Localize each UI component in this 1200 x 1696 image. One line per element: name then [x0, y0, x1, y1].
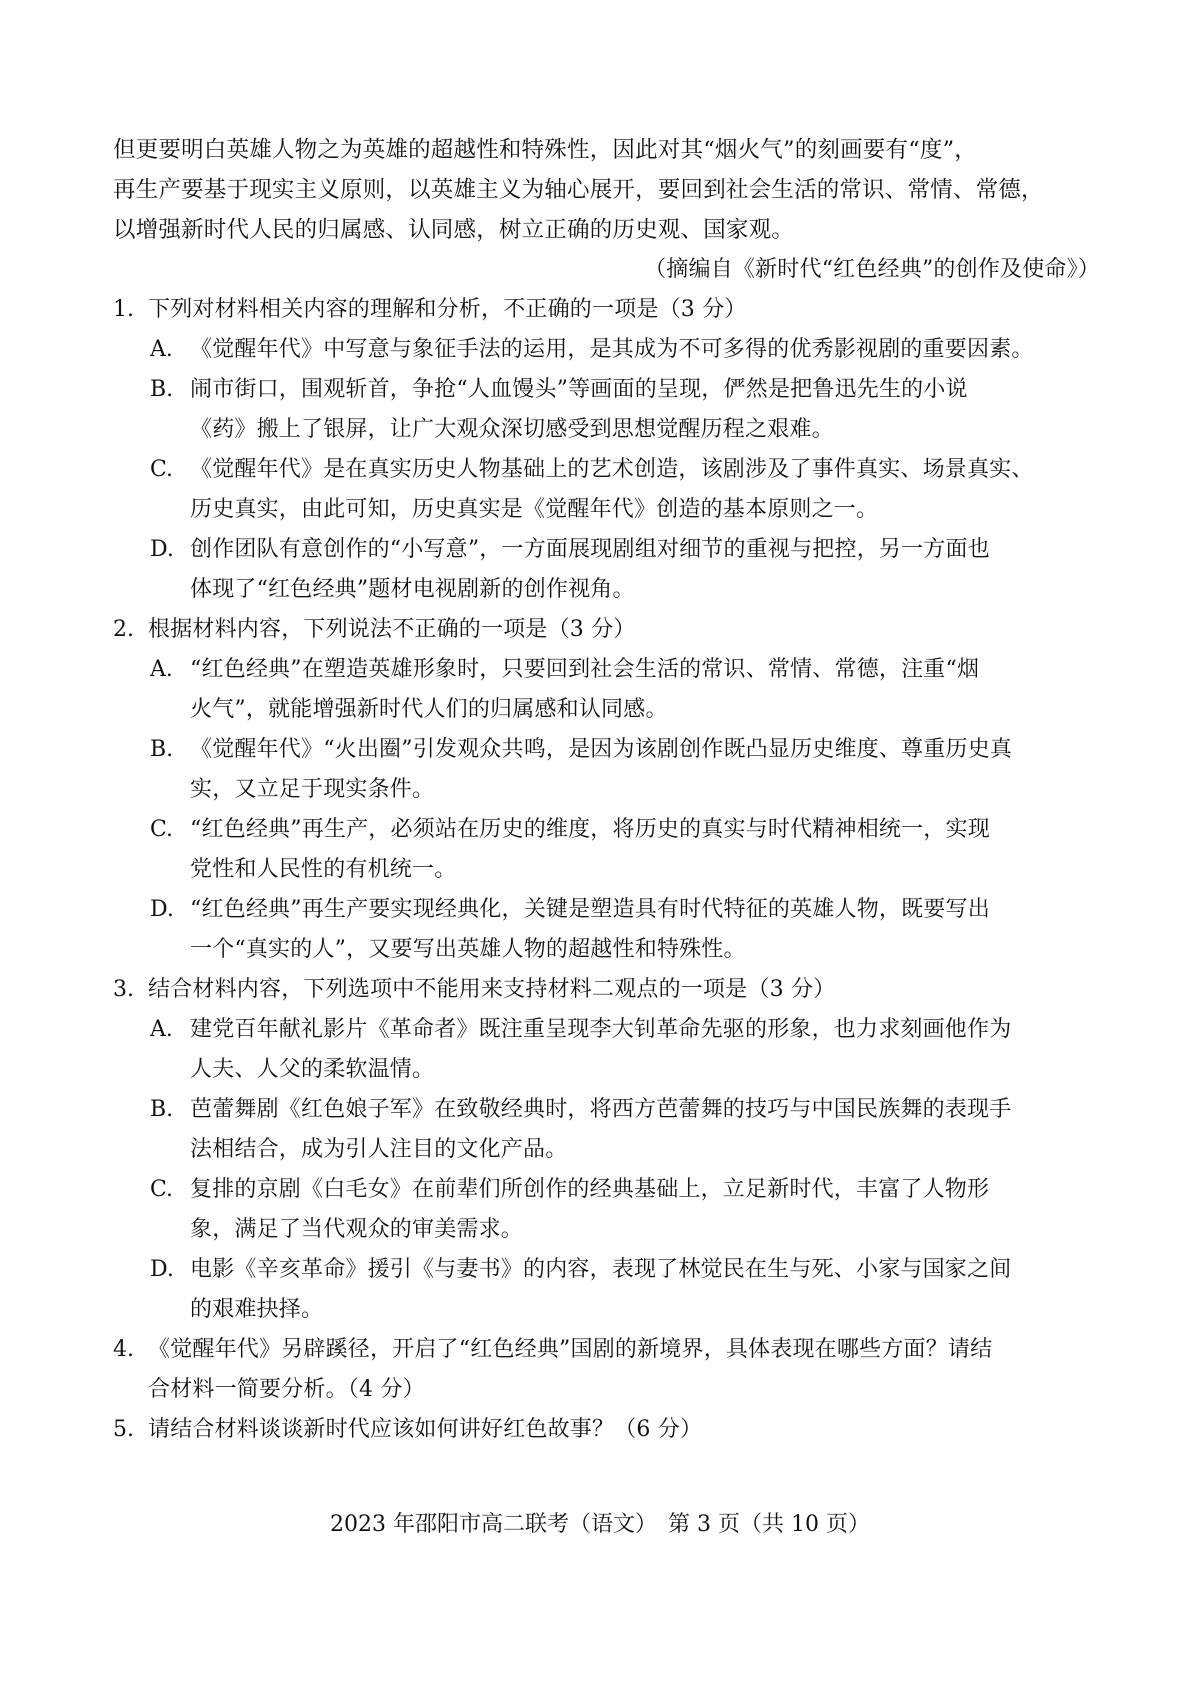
option-text: 实，又立足于现实条件。 — [190, 777, 435, 802]
passage-line: 但更要明白英雄人物之为英雄的超越性和特殊性，因此对其“烟火气”的刻画要有“度”， — [113, 137, 978, 163]
option-text: 一个“真实的人”，又要写出英雄人物的超越性和特殊性。 — [190, 937, 746, 962]
option-letter: C. — [150, 457, 174, 482]
option-text: 创作团队有意创作的“小写意”，一方面展现剧组对细节的重视与把控，另一方面也 — [190, 537, 990, 562]
option-letter: C. — [150, 817, 174, 842]
option-text: 《药》搬上了银屏，让广大观众深切感受到思想觉醒历程之艰难。 — [190, 417, 834, 442]
option-text: 的艰难抉择。 — [190, 1297, 324, 1322]
option-text: “红色经典”再生产要实现经典化，关键是塑造具有时代特征的英雄人物，既要写出 — [190, 897, 990, 922]
option-text: 复排的京剧《白毛女》在前辈们所创作的经典基础上，立足新时代，丰富了人物形 — [190, 1177, 990, 1202]
page-footer: 2023 年邵阳市高二联考（语文） 第 3 页（共 10 页） — [330, 1512, 870, 1537]
option-letter: A. — [150, 1017, 173, 1042]
option-letter: D. — [150, 1257, 174, 1282]
question-stem: 合材料一简要分析。（4 分） — [148, 1377, 425, 1402]
option-text: 芭蕾舞剧《红色娘子军》在致敬经典时，将西方芭蕾舞的技巧与中国民族舞的表现手 — [190, 1097, 1012, 1122]
question-number: 4. — [113, 1337, 134, 1362]
option-letter: C. — [150, 1177, 174, 1202]
option-letter: B. — [150, 1097, 174, 1122]
option-text: 闹市街口，围观斩首，争抢“人血馒头”等画面的呈现，俨然是把鲁迅先生的小说 — [190, 377, 968, 402]
question-stem: 根据材料内容，下列说法不正确的一项是（3 分） — [148, 617, 636, 642]
question-stem: 下列对材料相关内容的理解和分析，不正确的一项是（3 分） — [148, 297, 747, 322]
question-stem: 结合材料内容，下列选项中不能用来支持材料二观点的一项是（3 分） — [148, 977, 836, 1002]
question-number: 3. — [113, 977, 134, 1002]
option-text: 人夫、人父的柔软温情。 — [190, 1057, 435, 1082]
option-text: 党性和人民性的有机统一。 — [190, 857, 457, 882]
question-number: 1. — [113, 297, 134, 322]
option-letter: D. — [150, 897, 174, 922]
option-text: 火气”，就能增强新时代人们的归属感和认同感。 — [190, 697, 668, 722]
option-text: 体现了“红色经典”题材电视剧新的创作视角。 — [190, 577, 635, 602]
option-text: 建党百年献礼影片《革命者》既注重呈现李大钊革命先驱的形象，也力求刻画他作为 — [190, 1017, 1012, 1042]
question-stem: 请结合材料谈谈新时代应该如何讲好红色故事？（6 分） — [148, 1417, 703, 1442]
option-letter: B. — [150, 377, 174, 402]
passage-line: 再生产要基于现实主义原则，以英雄主义为轴心展开，要回到社会生活的常识、常情、常德， — [113, 177, 1044, 203]
passage-source: （摘编自《新时代“红色经典”的创作及使命》） — [644, 257, 1100, 282]
option-letter: A. — [150, 657, 173, 682]
option-text: 法相结合，成为引人注目的文化产品。 — [190, 1137, 568, 1162]
option-text: “红色经典”在塑造英雄形象时，只要回到社会生活的常识、常情、常德，注重“烟 — [190, 657, 980, 682]
option-letter: D. — [150, 537, 174, 562]
option-letter: A. — [150, 337, 173, 362]
question-number: 5. — [113, 1417, 134, 1442]
option-text: 历史真实，由此可知，历史真实是《觉醒年代》创造的基本原则之一。 — [190, 497, 879, 522]
option-letter: B. — [150, 737, 174, 762]
question-stem: 《觉醒年代》另辟蹊径，开启了“红色经典”国剧的新境界，具体表现在哪些方面？请结 — [148, 1337, 993, 1362]
option-text: 《觉醒年代》中写意与象征手法的运用，是其成为不可多得的优秀影视剧的重要因素。 — [190, 337, 1034, 362]
option-text: 《觉醒年代》“火出圈”引发观众共鸣，是因为该剧创作既凸显历史维度、尊重历史真 — [190, 737, 1013, 762]
passage-line: 以增强新时代人民的归属感、认同感，树立正确的历史观、国家观。 — [113, 217, 795, 243]
question-number: 2. — [113, 617, 134, 642]
option-text: “红色经典”再生产，必须站在历史的维度，将历史的真实与时代精神相统一，实现 — [190, 817, 990, 842]
option-text: 《觉醒年代》是在真实历史人物基础上的艺术创造，该剧涉及了事件真实、场景真实、 — [190, 457, 1034, 482]
option-text: 电影《辛亥革命》援引《与妻书》的内容，表现了林觉民在生与死、小家与国家之间 — [190, 1257, 1012, 1282]
option-text: 象，满足了当代观众的审美需求。 — [190, 1217, 524, 1242]
